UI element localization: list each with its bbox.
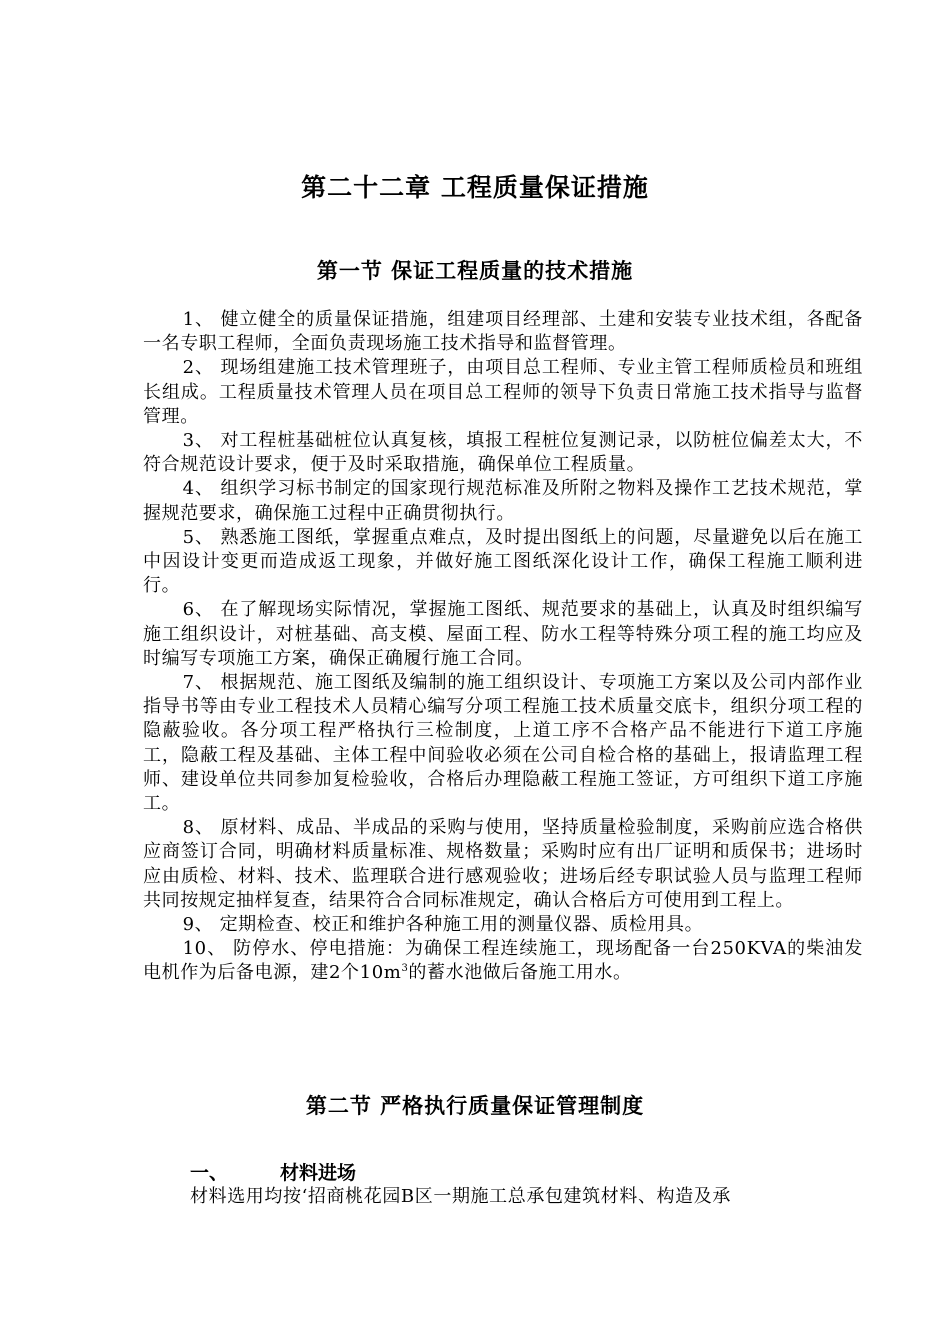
paragraph-5: 5、 熟悉施工图纸，掌握重点难点，及时提出图纸上的问题，尽量避免以后在施工中因设计变更而造成返工现象，并做好施工图纸深化设计工作，确保工程施工顺利进行。 (143, 526, 863, 597)
paragraph-7: 7、 根据规范、施工图纸及编制的施工组织设计、专项施工方案以及公司内部作业指导书等由专业工程技术人员精心编写分项工程施工技术质量交底卡，组织分项工程的隐蔽验收。各分项工程严格执行三检制度，上道工序不合格产品不能进行下道工序施工，隐蔽工程及基础、主体工程中间验收必须在公司自检合格的基础上，报请监理工程师、建设单位共同参加复检验收，合格后办理隐蔽工程施工签证，方可组织下道工序施工。 (143, 672, 863, 815)
body-text (143, 308, 863, 986)
superscript-cubic: 3 (401, 963, 409, 975)
paragraph-materials: 材料选用均按‘招商桃花园B区一期施工总承包建筑材料、构造及承 (190, 1186, 731, 1207)
paragraph-2: 2、 现场组建施工技术管理班子，由项目总工程师、专业主管工程师质检员和班组长组成。工程质量技术管理人员在项目总工程师的领导下负责日常施工技术指导与监督管理。 (143, 357, 863, 427)
paragraph-10 (143, 937, 863, 985)
sub-heading (190, 1158, 356, 1185)
paragraph-1: 1、 健立健全的质量保证措施，组建项目经理部、土建和安装专业技术组，各配备一名专职工程师，全面负责现场施工技术指导和监督管理。 (143, 309, 863, 355)
section-title-2: 第二节 严格执行质量保证管理制度 (305, 1094, 645, 1118)
paragraph-10-tail: 的蓄水池做后备施工用水。 (408, 962, 632, 984)
paragraph-9: 9、 定期检查、校正和维护各种施工用的测量仪器、质检用具。 (182, 914, 704, 936)
paragraph-3: 3、 对工程桩基础桩位认真复核，填报工程桩位复测记录，以防桩位偏差太大，不符合规范设计要求，便于及时采取措施，确保单位工程质量。 (143, 430, 863, 476)
sub-heading-number: 一、 (190, 1162, 229, 1184)
chapter-title: 第二十二章 工程质量保证措施 (301, 173, 649, 202)
paragraph-8: 8、 原材料、成品、半成品的采购与使用，坚持质量检验制度，采购前应选合格供应商签订合同，明确材料质量标准、规格数量；采购时应有出厂证明和质保书；进场时应由质检、材料、技术、监理联合进行感观验收；进场后经专职试验人员与监理工程师共同按规定抽样复查，结果符合合同标准规定，确认合格后方可使用到工程上。 (143, 817, 863, 911)
section-title-1: 第一节 保证工程质量的技术措施 (316, 259, 634, 283)
sub-heading-text: 材料进场 (280, 1162, 357, 1184)
paragraph-6: 6、 在了解现场实际情况，掌握施工图纸、规范要求的基础上，认真及时组织编写施工组织设计，对桩基础、高支模、屋面工程、防水工程等特殊分项工程的施工均应及时编写专项施工方案，确保正确履行施工合同。 (143, 599, 863, 669)
paragraph-4: 4、 组织学习标书制定的国家现行规范标准及所附之物料及操作工艺技术规范，掌握规范要求，确保施工过程中正确贯彻执行。 (143, 478, 863, 524)
paragraph-10-text: 10、 防停水、停电措施：为确保工程连续施工，现场配备一台250KVA的柴油发电机作为后备电源，建2个10m (143, 938, 863, 984)
